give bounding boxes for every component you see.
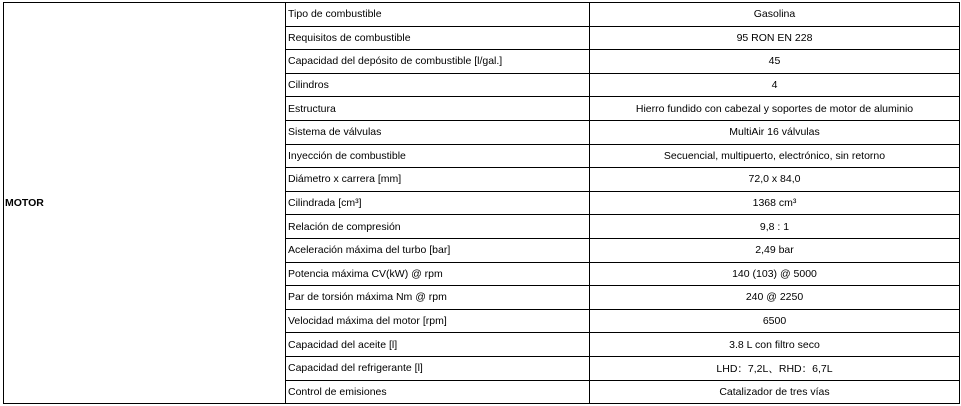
spec-value: 9,8 : 1 [590,215,960,239]
spec-label: Cilindrada [cm³] [286,191,590,215]
spec-value: 240 @ 2250 [590,286,960,310]
spec-label: Capacidad del depósito de combustible [l/gal.] [286,50,590,74]
spec-label: Estructura [286,97,590,121]
spec-table-body [4,3,960,404]
spec-value: 4 [590,73,960,97]
spec-label: Potencia máxima CV(kW) @ rpm [286,262,590,286]
spec-label: Cilindros [286,73,590,97]
spec-label: Capacidad del aceite [l] [286,333,590,357]
spec-value: 2,49 bar [590,238,960,262]
spec-value: Catalizador de tres vías [590,380,960,404]
spec-label: Inyección de combustible [286,144,590,168]
section-header-motor: MOTOR [4,3,286,404]
spec-value: 1368 cm³ [590,191,960,215]
spec-row [4,3,960,27]
spec-label: Velocidad máxima del motor [rpm] [286,309,590,333]
spec-value: MultiAir 16 válvulas [590,120,960,144]
spec-value: 72,0 x 84,0 [590,168,960,192]
spec-value: Hierro fundido con cabezal y soportes de motor de aluminio [590,97,960,121]
spec-label: Par de torsión máxima Nm @ rpm [286,286,590,310]
spec-value: Secuencial, multipuerto, electrónico, sin retorno [590,144,960,168]
spec-value: 3.8 L con filtro seco [590,333,960,357]
spec-label: Diámetro x carrera [mm] [286,168,590,192]
spec-label: Requisitos de combustible [286,26,590,50]
spec-value: 6500 [590,309,960,333]
spec-value: LHD：7,2L、RHD：6,7L [590,356,960,380]
spec-label: Aceleración máxima del turbo [bar] [286,238,590,262]
engine-spec-table [3,2,960,404]
spec-label: Control de emisiones [286,380,590,404]
spec-value: 45 [590,50,960,74]
spec-label: Tipo de combustible [286,3,590,27]
spec-value: 95 RON EN 228 [590,26,960,50]
spec-label: Relación de compresión [286,215,590,239]
spec-value: Gasolina [590,3,960,27]
spec-label: Sistema de válvulas [286,120,590,144]
spec-label: Capacidad del refrigerante [l] [286,356,590,380]
spec-value: 140 (103) @ 5000 [590,262,960,286]
